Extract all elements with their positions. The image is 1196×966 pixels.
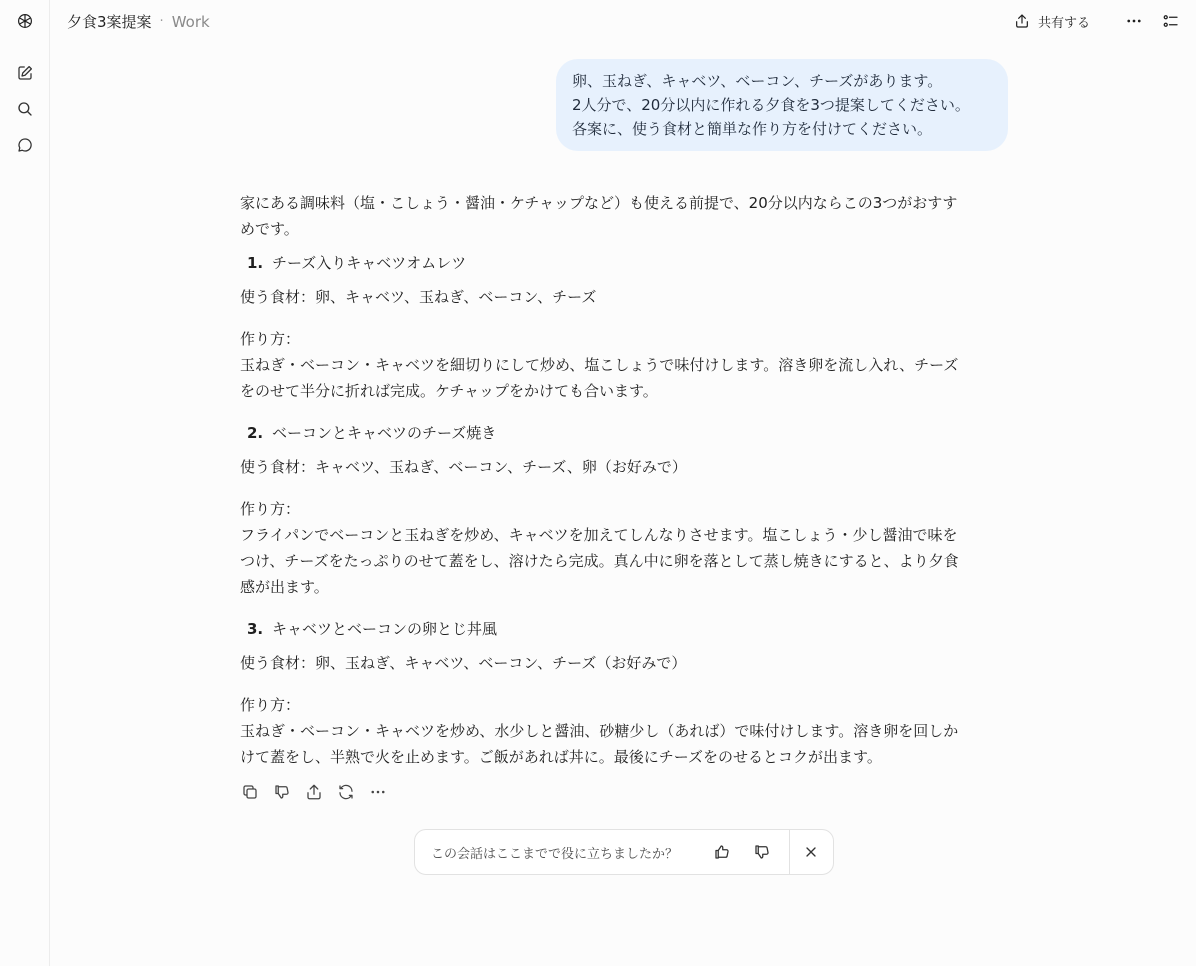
recipe-method-label: 作り方：	[240, 330, 301, 348]
chat-icon[interactable]	[12, 132, 38, 158]
thumbs-down-icon[interactable]	[749, 839, 775, 865]
search-icon[interactable]	[12, 96, 38, 122]
recipe-method-label: 作り方：	[240, 500, 301, 518]
recipe-ingredients: 使う食材：卵、玉ねぎ、キャベツ、ベーコン、チーズ（お好みで）	[240, 654, 687, 672]
recipe-title	[240, 420, 1010, 446]
answer-intro-line: 家にある調味料（塩・こしょう・醤油・ケチャップなど）も使える前提で、20分以内ならこの3つがおすす	[240, 194, 958, 212]
more-options-icon[interactable]	[1123, 10, 1145, 32]
thumbs-up-icon[interactable]	[709, 839, 735, 865]
recipe-method-line: フライパンでベーコンと玉ねぎを炒め、キャベツを加えてしんなりさせます。塩こしょう・少し醤油で味を	[240, 526, 958, 544]
recipe-method-line: 玉ねぎ・ベーコン・キャベツを細切りにして炒め、塩こしょうで味付けします。溶き卵を流し入れ、チーズ	[240, 356, 959, 374]
recipe-method-label: 作り方：	[240, 696, 301, 714]
recipe-method-line: をのせて半分に折れば完成。ケチャップをかけても合います。	[240, 382, 658, 400]
recipe-method-line: つけ、チーズをたっぷりのせて蓋をし、溶けたら完成。真ん中に卵を落として蒸し焼きにすると、より夕食	[240, 552, 959, 570]
recipe-method-line: 感が出ます。	[240, 578, 329, 596]
regenerate-icon[interactable]	[336, 780, 356, 804]
share-button[interactable]	[1014, 10, 1090, 32]
recipe-title	[240, 616, 1010, 642]
header	[50, 0, 1196, 42]
share-label: 共有する	[1038, 15, 1091, 31]
share-icon	[1014, 13, 1030, 29]
close-icon[interactable]	[790, 830, 833, 874]
recipe-method-line: 玉ねぎ・ベーコン・キャベツを炒め、水少しと醤油、砂糖少し（あれば）で味付けします。溶き卵を回しか	[240, 722, 959, 740]
recipe-name: キャベツとベーコンの卵とじ丼風	[272, 620, 498, 638]
new-chat-icon[interactable]	[12, 60, 38, 86]
conversation-title[interactable]: 夕食3案提案	[67, 13, 152, 31]
feedback-prompt	[414, 829, 834, 875]
breadcrumb	[67, 11, 210, 32]
sidebar	[0, 0, 50, 966]
recipe-ingredients: 使う食材：卵、キャベツ、玉ねぎ、ベーコン、チーズ	[240, 288, 597, 306]
answer-intro-line: めです。	[240, 220, 299, 238]
user-message-line: 卵、玉ねぎ、キャベツ、ベーコン、チーズがあります。	[572, 72, 943, 90]
more-actions-icon[interactable]	[368, 780, 388, 804]
message-actions	[240, 780, 388, 804]
recipe-method-line: けて蓋をし、半熟で火を止めます。ご飯があれば丼に。最後にチーズをのせるとコクが出ます。	[240, 748, 882, 766]
recipe-name: チーズ入りキャベツオムレツ	[272, 254, 467, 272]
breadcrumb-separator: ·	[159, 14, 164, 29]
feedback-question: この会話はここまでで役に立ちましたか？	[431, 846, 679, 862]
recipe-number: 2.	[247, 424, 264, 442]
project-name[interactable]: Work	[171, 12, 210, 31]
assistant-message	[240, 190, 1010, 770]
logo-icon[interactable]	[12, 8, 38, 34]
recipe-number: 3.	[247, 620, 264, 638]
list-view-icon[interactable]	[1160, 10, 1182, 32]
user-message-line: 2人分で、20分以内に作れる夕食を3つ提案してください。	[572, 96, 970, 114]
recipe-name: ベーコンとキャベツのチーズ焼き	[272, 424, 497, 442]
user-message	[556, 59, 1008, 151]
thumbs-down-icon[interactable]	[272, 780, 292, 804]
share-message-icon[interactable]	[304, 780, 324, 804]
recipe-number: 1.	[247, 254, 264, 272]
user-message-line: 各案に、使う食材と簡単な作り方を付けてください。	[572, 120, 933, 138]
recipe-title	[240, 250, 1010, 276]
recipe-ingredients: 使う食材：キャベツ、玉ねぎ、ベーコン、チーズ、卵（お好みで）	[240, 458, 687, 476]
copy-icon[interactable]	[240, 780, 260, 804]
